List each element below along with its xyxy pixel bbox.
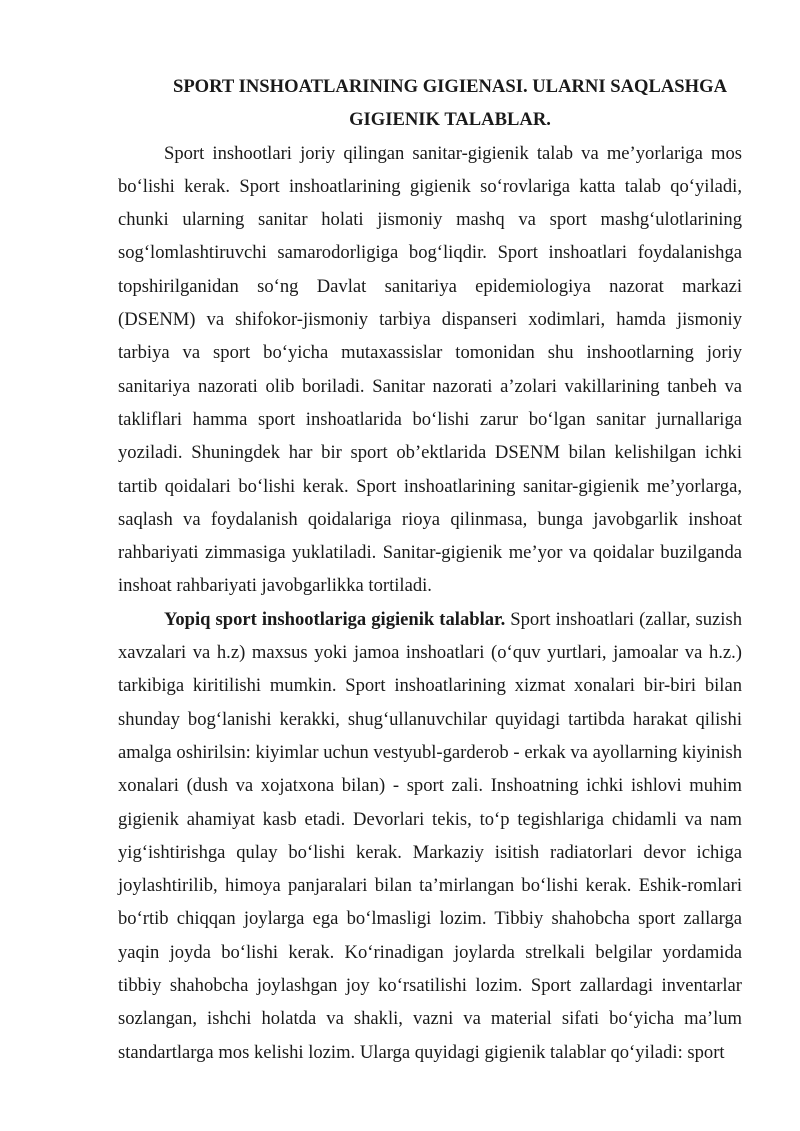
paragraph-1: [118, 137, 742, 603]
document-page: [118, 70, 742, 1069]
paragraph-2-heading: Yopiq sport inshootlariga gigienik talablar.: [164, 608, 506, 630]
title-line-1: SPORT INSHOATLARINING GIGIENASI. ULARNI SAQLASHGA: [172, 76, 727, 97]
paragraph-1-text: Sport inshootlari joriy qilingan sanitar-gigienik talab va me’yorlariga mos bo‘lishi kerak. Sport inshoatlarining gigienik so‘rovlariga katta talab qo‘yiladi, chunki ularning sanitar holati jismoniy mashq va sport mashg‘ulotlarining sog‘lomlashtiruvchi samarodorligiga bog‘liqdir. Sport inshoatlari foydalanishga topshirilganidan so‘ng Davlat sanitariya epidemiologiya nazorat markazi (DSENM) va shifokor-jismoniy tarbiya dispanseri xodimlari, hamda jismoniy tarbiya va sport bo‘yicha mutaxassislar tomonidan shu inshootlarning joriy sanitariya nazorati olib boriladi. Sanitar nazorati a’zolari vakillarining tanbeh va takliflari hamma sport inshoatlarida bo‘lishi zarur bo‘lgan sanitar jurnallariga yoziladi. Shuningdek har bir sport ob’ektlarida DSENM bilan kelishilgan ichki tartib qoidalari bo‘lishi kerak. Sport inshoatlarining sanitar-gigienik me’yorlarga, saqlash va foydalanish qoidalariga rioya qilinmasa, bunga javobgarlik inshoat rahbariyati zimmasiga yuklatiladi. Sanitar-gigienik me’yor va qoidalar buzilganda inshoat rahbariyati javobgarlikka tortiladi.: [118, 142, 742, 597]
paragraph-2: [118, 603, 742, 1069]
paragraph-2-text: Sport inshoatlari (zallar, suzish xavzalari va h.z) maxsus yoki jamoa inshoatlari (o‘quv yurtlari, jamoalar va h.z.) tarkibiga kiritilishi mumkin. Sport inshoatlarining xizmat xonalari bir-biri bilan shunday bog‘lanishi kerakki, shug‘ullanuvchilar quyidagi tartibda harakat qilishi amalga oshirilsin: kiyimlar uchun vestyubl-garderob - erkak va ayollarning kiyinish xonalari (dush va xojatxona bilan) - sport zali. Inshoatning ichki ishlovi muhim gigienik ahamiyat kasb etadi. Devorlari tekis, to‘p tegishlariga chidamli va nam yig‘ishtirishga qulay bo‘lishi kerak. Markaziy isitish radiatorlari devor ichiga joylashtirilib, himoya panjaralari bilan ta’mirlangan bo‘lishi kerak. Eshik-romlari bo‘rtib chiqqan joylarga ega bo‘lmasligi lozim. Tibbiy shahobcha sport zallarga yaqin joyda bo‘lishi kerak. Ko‘rinadigan joylarda strelkali belgilar yordamida tibbiy shahobcha joylashgan joy ko‘rsatilishi lozim. Sport zallardagi inventarlar sozlangan, ishchi holatda va shakli, vazni va material sifati bo‘yicha ma’lum standartlarga mos kelishi lozim. Ularga quyidagi gigienik talablar qo‘yiladi: sport: [118, 608, 742, 1063]
title-line-2: GIGIENIK TALABLAR.: [349, 109, 551, 131]
document-title: [118, 70, 742, 137]
